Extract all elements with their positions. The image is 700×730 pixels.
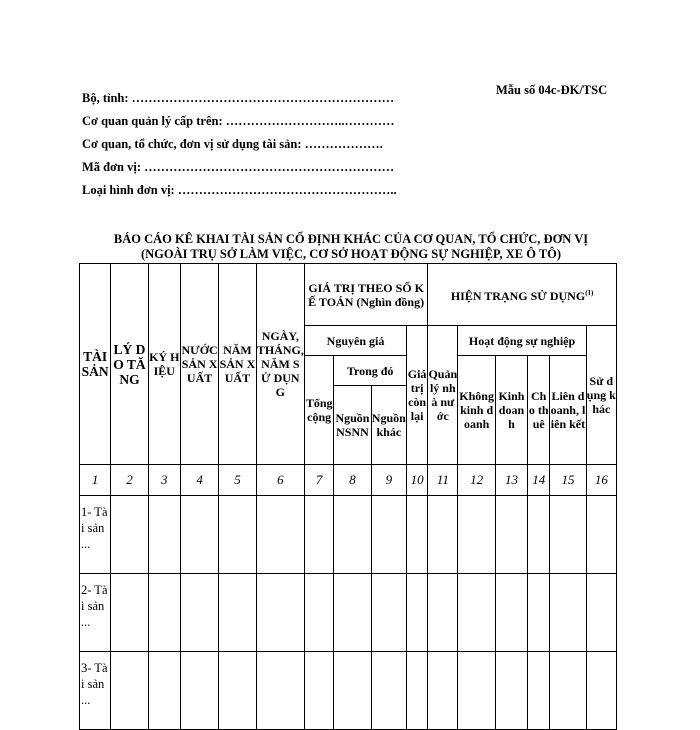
header-of-which: Trong đó bbox=[334, 356, 407, 386]
header-joint-venture: Liên doanh, liên kết bbox=[550, 356, 586, 465]
column-number: 10 bbox=[406, 465, 427, 496]
form-code: Mẫu số 04c-ĐK/TSC bbox=[496, 83, 608, 97]
column-number: 12 bbox=[458, 465, 495, 496]
header-asset: TÀI SẢN bbox=[80, 264, 111, 465]
column-number: 7 bbox=[305, 465, 334, 496]
column-number: 11 bbox=[428, 465, 458, 496]
column-number: 4 bbox=[180, 465, 218, 496]
header-career-activities: Hoạt động sự nghiệp bbox=[458, 326, 586, 356]
table-cell bbox=[406, 652, 427, 730]
table-cell bbox=[586, 652, 616, 730]
header-accounting-value: GIÁ TRỊ THEO SỔ KẾ TOÁN (Nghìn đồng) bbox=[305, 264, 428, 326]
table-row bbox=[80, 574, 617, 652]
table-cell bbox=[305, 496, 334, 574]
table-cell bbox=[458, 496, 495, 574]
header-rental: Cho thuê bbox=[528, 356, 550, 465]
column-number: 13 bbox=[495, 465, 527, 496]
table-cell bbox=[458, 652, 495, 730]
table-cell bbox=[305, 652, 334, 730]
table-cell bbox=[406, 574, 427, 652]
table-cell bbox=[148, 574, 180, 652]
header-agency-line: Cơ quan, tổ chức, đơn vị sử dụng tài sản: ………………. bbox=[82, 137, 383, 151]
table-cell bbox=[111, 652, 148, 730]
row-asset-label: 1- Tài sản ... bbox=[80, 496, 111, 574]
header-increase-reason: LÝ DO TĂNG bbox=[111, 264, 148, 465]
column-number: 14 bbox=[528, 465, 550, 496]
table-cell bbox=[586, 574, 616, 652]
table-cell bbox=[371, 496, 406, 574]
header-unit-type-line: Loại hình đơn vị: …………………………………………….. bbox=[82, 183, 397, 197]
table-cell bbox=[334, 496, 371, 574]
table-cell bbox=[334, 652, 371, 730]
table-cell bbox=[528, 652, 550, 730]
column-number: 6 bbox=[256, 465, 304, 496]
report-title bbox=[80, 232, 622, 262]
column-number: 5 bbox=[219, 465, 256, 496]
table-cell bbox=[428, 574, 458, 652]
table-cell bbox=[256, 496, 304, 574]
column-number: 2 bbox=[111, 465, 148, 496]
table-cell bbox=[406, 496, 427, 574]
header-state-budget: Nguồn NSNN bbox=[334, 386, 371, 465]
table-cell bbox=[180, 496, 218, 574]
header-unit-code-line: Mã đơn vị: …………………………………………………… bbox=[82, 160, 395, 174]
table-cell bbox=[428, 652, 458, 730]
column-number: 15 bbox=[550, 465, 586, 496]
header-remaining-value: Giá trị còn lại bbox=[406, 326, 427, 465]
table-cell bbox=[219, 496, 256, 574]
report-title-line2: (NGOÀI TRỤ SỞ LÀM VIỆC, CƠ SỞ HOẠT ĐỘNG SỰ NGHIỆP, XE Ô TÔ) bbox=[140, 247, 562, 261]
header-original-price: Nguyên giá bbox=[305, 326, 407, 356]
header-year-made: NĂM SẢN XUẤT bbox=[219, 264, 256, 465]
header-other-source: Nguồn khác bbox=[371, 386, 406, 465]
table-row bbox=[80, 496, 617, 574]
table-cell bbox=[305, 574, 334, 652]
table-cell bbox=[550, 496, 586, 574]
header-non-business: Không kinh doanh bbox=[458, 356, 495, 465]
table-cell bbox=[256, 652, 304, 730]
table-cell bbox=[111, 496, 148, 574]
table-cell bbox=[256, 574, 304, 652]
table-cell bbox=[495, 652, 527, 730]
header-business: Kinh doanh bbox=[495, 356, 527, 465]
footnote-marker: (1) bbox=[585, 289, 594, 297]
table-cell bbox=[219, 574, 256, 652]
header-country: NƯỚC SẢN XUẤT bbox=[180, 264, 218, 465]
table-cell bbox=[111, 574, 148, 652]
header-ministry-line: Bộ, tỉnh: ……………………………………………………… bbox=[82, 91, 395, 105]
table-row bbox=[80, 652, 617, 730]
column-number: 16 bbox=[586, 465, 616, 496]
table-cell bbox=[334, 574, 371, 652]
row-asset-label: 3- Tài sản ... bbox=[80, 652, 111, 730]
header-usage-status bbox=[428, 264, 617, 326]
table-cell bbox=[550, 652, 586, 730]
table-cell bbox=[180, 574, 218, 652]
column-number: 9 bbox=[371, 465, 406, 496]
header-other-use: Sử dụng khác bbox=[586, 326, 616, 465]
table-cell bbox=[528, 496, 550, 574]
header-total: Tổng cộng bbox=[305, 356, 334, 465]
table-cell bbox=[458, 574, 495, 652]
table-cell bbox=[148, 652, 180, 730]
header-date-used: NGÀY, THÁNG, NĂM SỬ DỤNG bbox=[256, 264, 304, 465]
column-number: 1 bbox=[80, 465, 111, 496]
table-cell bbox=[528, 574, 550, 652]
table-cell bbox=[371, 574, 406, 652]
row-asset-label: 2- Tài sản ... bbox=[80, 574, 111, 652]
table-cell bbox=[586, 496, 616, 574]
header-symbol: KÝ HIỆU bbox=[148, 264, 180, 465]
table-cell bbox=[495, 496, 527, 574]
table-cell bbox=[550, 574, 586, 652]
table-cell bbox=[428, 496, 458, 574]
header-state-management: Quản lý nhà nước bbox=[428, 326, 458, 465]
table-cell bbox=[148, 496, 180, 574]
header-supervisor-line: Cơ quan quản lý cấp trên: ………………………..………… bbox=[82, 114, 395, 128]
header-usage-status-text: HIỆN TRẠNG SỬ DỤNG bbox=[450, 289, 586, 303]
table-cell bbox=[219, 652, 256, 730]
column-number: 8 bbox=[334, 465, 371, 496]
table-cell bbox=[180, 652, 218, 730]
report-title-line1: BÁO CÁO KÊ KHAI TÀI SẢN CỐ ĐỊNH KHÁC CỦA CƠ QUAN, TỔ CHỨC, ĐƠN VỊ bbox=[113, 232, 589, 246]
table-cell bbox=[371, 652, 406, 730]
column-number-row bbox=[80, 465, 617, 496]
column-number: 3 bbox=[148, 465, 180, 496]
asset-report-table bbox=[79, 263, 617, 730]
table-cell bbox=[495, 574, 527, 652]
